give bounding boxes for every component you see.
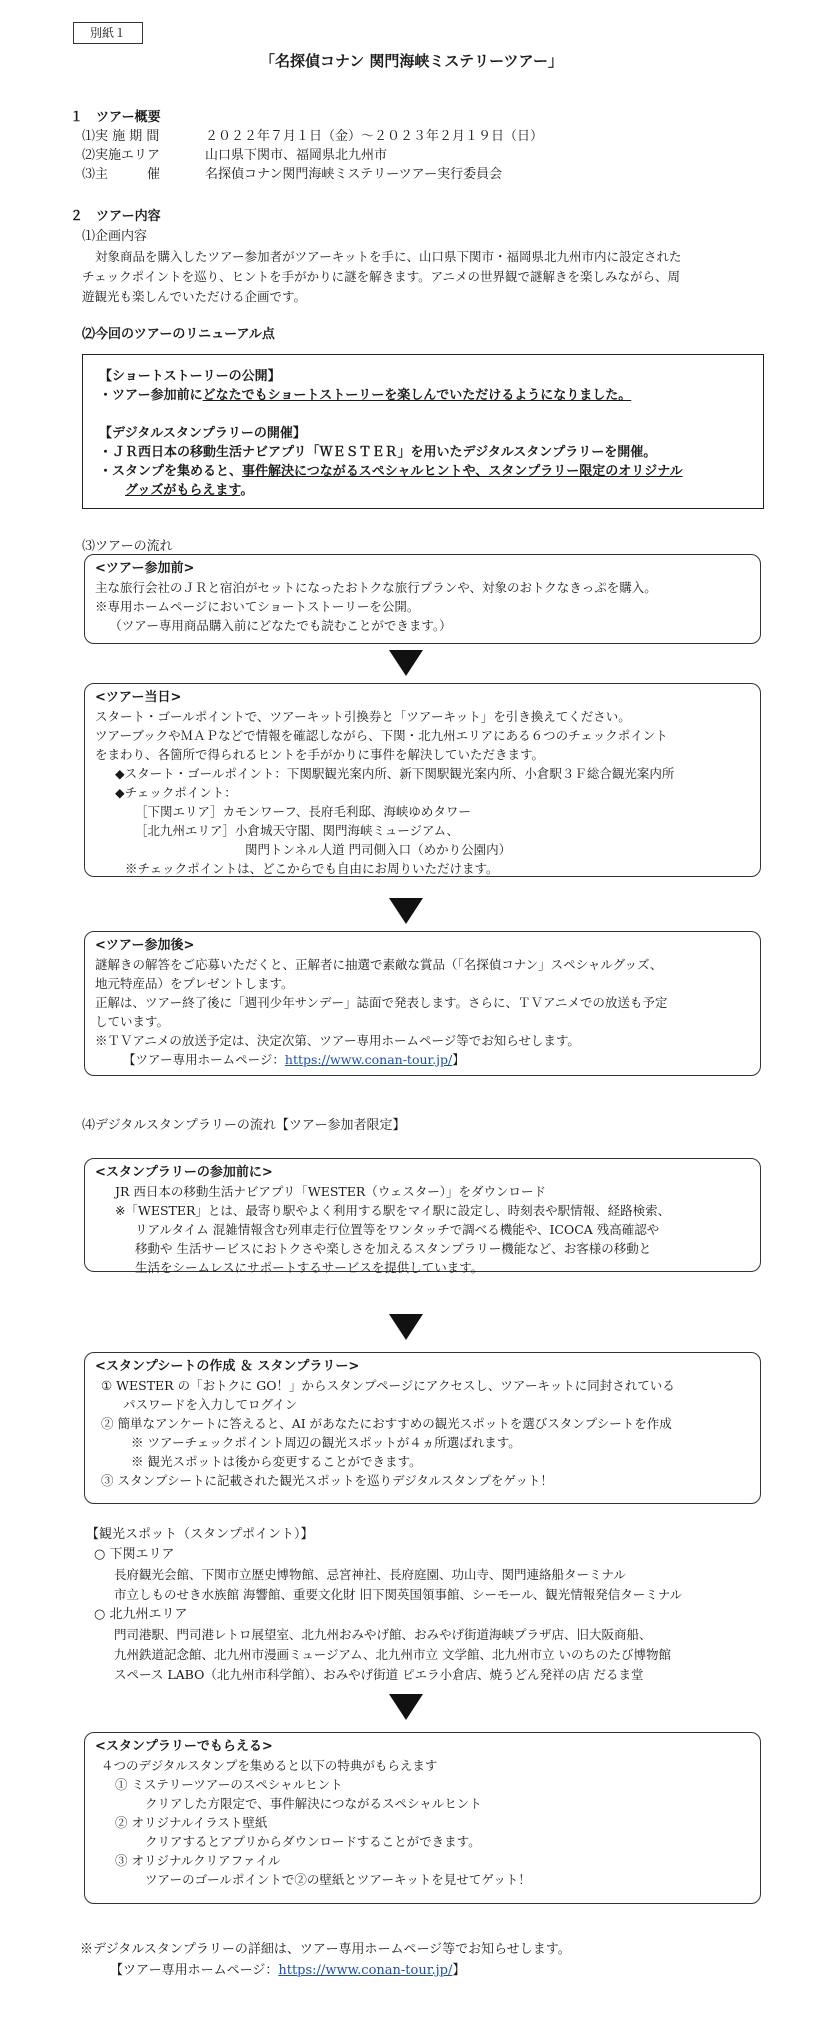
rewards-line: ① ミステリーツアーのスペシャルヒント — [115, 1777, 343, 1792]
after-tour-line: 正解は、ツアー終了後に「週刊少年サンデー」誌面で発表します。さらに、ＴＶアニメでの放送も予定 — [95, 995, 668, 1010]
homepage-link[interactable]: https://www.conan-tour.jp/ — [284, 1052, 453, 1067]
rewards-line: ② オリジナルイラスト壁紙 — [115, 1815, 268, 1830]
before-tour-title: <ツアー参加前> — [95, 561, 195, 576]
renewal-line: ・ＪＲ西日本の移動生活ナビアプリ「ＷＥＳＴＥＲ」を用いたデジタルスタンプラリーを開催。 — [99, 445, 657, 460]
stamp-sheet-line: ② 簡単なアンケートに答えると、AI があなたにおすすめの観光スポットを選びスタンプシートを作成 — [101, 1416, 672, 1431]
renewal-heading-short-story: 【ショートストーリーの公開】 — [99, 369, 281, 384]
homepage-bracket: 】 — [452, 1963, 466, 1978]
stamp-rally-subheading: ⑷デジタルスタンプラリーの流れ【ツアー参加者限定】 — [82, 1118, 406, 1133]
renewal-subheading: ⑵今回のツアーのリニューアル点 — [82, 327, 275, 342]
page-title: 「名探偵コナン 関門海峡ミステリーツアー」 — [259, 52, 564, 70]
overview-organizer-label: ⑶主 催 — [82, 167, 161, 182]
renewal-line — [99, 386, 747, 405]
stamp-sheet-box — [84, 1352, 761, 1504]
tour-day-line: ◆チェックポイント： — [115, 785, 237, 800]
footer-homepage — [110, 1961, 465, 1980]
tour-day-title: <ツアー当日> — [95, 690, 182, 705]
plan-text-line: チェックポイントを巡り、ヒントを手がかりに謎を解きます。アニメの世界観で謎解きを楽しみながら、周 — [82, 269, 681, 284]
flow-arrow-icon — [389, 650, 423, 676]
renewal-heading-stamp-rally: 【デジタルスタンプラリーの開催】 — [99, 426, 306, 441]
stamp-rally-rewards-title: <スタンプラリーでもらえる> — [95, 1739, 273, 1754]
homepage-link[interactable]: https://www.conan-tour.jp/ — [278, 1963, 453, 1978]
stamp-rally-rewards-box — [84, 1732, 761, 1904]
spots-heading: 【観光スポット（スタンプポイント）】 — [86, 1527, 314, 1542]
after-tour-title: <ツアー参加後> — [95, 938, 195, 953]
renewal-text-underlined: 事件解決につながるスペシャルヒントや、スタンプラリー限定のオリジナル — [242, 464, 683, 479]
stamp-sheet-line: パスワードを入力してログイン — [123, 1397, 298, 1412]
homepage-label: 【ツアー専用ホームページ： — [110, 1963, 279, 1978]
stamp-sheet-line: ① WESTER の「おトクに GO！」からスタンプページにアクセスし、ツアーキットに同封されている — [101, 1378, 675, 1393]
after-tour-line: ※ＴＶアニメの放送予定は、決定次第、ツアー専用ホームページ等でお知らせします。 — [95, 1033, 580, 1048]
tour-day-line: 関門トンネル人道 門司側入口（めかり公園内） — [245, 842, 512, 857]
after-tour-line: しています。 — [95, 1014, 170, 1029]
rewards-line: クリアするとアプリからダウンロードすることができます。 — [145, 1834, 481, 1849]
spots-area-kitakyushu: ○ 北九州エリア — [94, 1607, 188, 1622]
tour-day-line: ツアーブックやＭＡＰなどで情報を確認しながら、下関・北九州エリアにある６つのチェックポイント — [95, 728, 668, 743]
tour-day-line: ［下関エリア］カモンワーフ、長府毛利邸、海峡ゆめタワー — [135, 804, 471, 819]
attachment-label: 別紙１ — [73, 22, 143, 44]
spots-line: 長府観光会館、下関市立歴史博物館、忌宮神社、長府庭園、功山寺、関門連絡船ターミナル — [114, 1567, 626, 1582]
stamp-rally-before-line: リアルタイム 混雑情報含む列車走行位置等をワンタッチで調べる機能や、ICOCA 残高確認や — [135, 1222, 660, 1237]
stamp-sheet-line: ※ 観光スポットは後から変更することができます。 — [131, 1454, 422, 1469]
stamp-rally-before-line: 移動や 生活サービスにおトクさや楽しさを加えるスタンプラリー機能など、お客様の移動と — [135, 1241, 652, 1256]
tour-day-line: ◆スタート・ゴールポイント：下関駅観光案内所、新下関駅観光案内所、小倉駅３Ｆ総合観光案内所 — [115, 766, 675, 781]
before-tour-line: ※専用ホームページにおいてショートストーリーを公開。 — [95, 599, 420, 614]
flow-arrow-icon — [389, 898, 423, 924]
overview-period-value: ２０２２年７月１日（金）～２０２３年２月１９日（日） — [205, 129, 544, 144]
stamp-sheet-title: <スタンプシートの作成 ＆ スタンプラリー> — [95, 1359, 360, 1374]
stamp-rally-before-line: JR 西日本の移動生活ナビアプリ「WESTER（ウェスター）」をダウンロード — [115, 1184, 547, 1199]
stamp-sheet-line: ③ スタンプシートに記載された観光スポットを巡りデジタルスタンプをゲット！ — [101, 1473, 553, 1488]
overview-period-label: ⑴実 施 期 間 — [82, 129, 160, 144]
stamp-rally-before-title: <スタンプラリーの参加前に> — [95, 1165, 273, 1180]
overview-area-label: ⑵実施エリア — [82, 148, 161, 163]
flow-arrow-icon — [389, 1694, 423, 1720]
stamp-rally-before-line: ※「WESTER」とは、最寄り駅やよく利用する駅をマイ駅に設定し、時刻表や駅情報、経路検索、 — [115, 1203, 671, 1218]
renewal-text: ・スタンプを集めると、 — [99, 464, 243, 479]
after-tour-box — [84, 931, 761, 1076]
before-tour-line: （ツアー専用商品購入前にどなたでも読むことができます。） — [103, 618, 452, 633]
stamp-rally-before-box — [84, 1158, 761, 1275]
rewards-line: ツアーのゴールポイントで②の壁紙とツアーキットを見せてゲット！ — [145, 1872, 531, 1887]
renewal-text-underlined: グッズがもらえます — [125, 483, 241, 498]
flow-subheading: ⑶ツアーの流れ — [82, 539, 173, 554]
spots-line: スペース LABO（北九州市科学館）、おみやげ街道 ピエラ小倉店、焼うどん発祥の店 だるま堂 — [114, 1667, 644, 1682]
renewal-text-underlined: どなたでもショートストーリーを楽しんでいただけるようになりました。 — [202, 388, 632, 403]
spots-line: 門司港駅、門司港レトロ展望室、北九州おみやげ館、おみやげ街道海峡プラザ店、旧大阪商船、 — [114, 1627, 652, 1642]
stamp-sheet-line: ※ ツアーチェックポイント周辺の観光スポットが４ヵ所選ばれます。 — [131, 1435, 521, 1450]
spots-area-shimonoseki: ○ 下関エリア — [94, 1547, 175, 1562]
plan-text-line: 遊観光も楽しんでいただける企画です。 — [82, 289, 307, 304]
section1-heading: １ ツアー概要 — [70, 110, 161, 125]
after-tour-homepage — [95, 1050, 750, 1069]
rewards-line: クリアした方限定で、事件解決につながるスペシャルヒント — [145, 1796, 482, 1811]
tour-day-line: をまわり、各箇所で得られるヒントを手がかりに事件を解決していただきます。 — [95, 747, 545, 762]
spots-line: 九州鉄道記念館、北九州市漫画ミュージアム、北九州市立 文学館、北九州市立 いのちのたび博物館 — [114, 1647, 671, 1662]
section2-heading: ２ ツアー内容 — [70, 209, 161, 224]
overview-area-value: 山口県下関市、福岡県北九州市 — [205, 148, 388, 163]
rewards-line: ③ オリジナルクリアファイル — [115, 1853, 281, 1868]
stamp-rally-before-line: 生活をシームレスにサポートするサービスを提供しています。 — [135, 1260, 484, 1275]
renewal-text: ・ツアー参加前に — [99, 388, 203, 403]
tour-day-line: ［北九州エリア］小倉城天守閣、関門海峡ミュージアム、 — [135, 823, 460, 838]
overview-organizer-value: 名探偵コナン関門海峡ミステリーツアー実行委員会 — [205, 167, 503, 182]
renewal-text: 。 — [240, 483, 254, 498]
renewal-line — [99, 481, 747, 500]
renewal-box — [82, 354, 764, 509]
before-tour-box — [84, 554, 761, 644]
spots-line: 市立しものせき水族館 海響館、重要文化財 旧下関英国領事館、シーモール、観光情報発信ターミナル — [114, 1587, 683, 1602]
tour-day-line: スタート・ゴールポイントで、ツアーキット引換券と「ツアーキット」を引き換えてください。 — [95, 709, 631, 724]
plan-subheading: ⑴企画内容 — [82, 229, 148, 244]
homepage-label: 【ツアー専用ホームページ： — [123, 1052, 285, 1067]
rewards-line: ４つのデジタルスタンプを集めると以下の特典がもらえます — [101, 1758, 438, 1773]
before-tour-line: 主な旅行会社のＪＲと宿泊がセットになったおトクな旅行プランや、対象のおトクなきっぷを購入。 — [95, 580, 657, 595]
renewal-line — [99, 462, 747, 481]
tour-day-line: ※チェックポイントは、どこからでも自由にお周りいただけます。 — [125, 861, 499, 876]
homepage-bracket: 】 — [452, 1052, 465, 1067]
plan-text-line: 対象商品を購入したツアー参加者がツアーキットを手に、山口県下関市・福岡県北九州市内に設定された — [95, 249, 682, 264]
tour-day-box — [84, 683, 761, 877]
flow-arrow-icon — [389, 1314, 423, 1340]
after-tour-line: 地元特産品）をプレゼントします。 — [95, 976, 294, 991]
footer-note: ※デジタルスタンプラリーの詳細は、ツアー専用ホームページ等でお知らせします。 — [80, 1942, 571, 1957]
after-tour-line: 謎解きの解答をご応募いただくと、正解者に抽選で素敵な賞品（「名探偵コナン」スペシャルグッズ、 — [95, 957, 663, 972]
